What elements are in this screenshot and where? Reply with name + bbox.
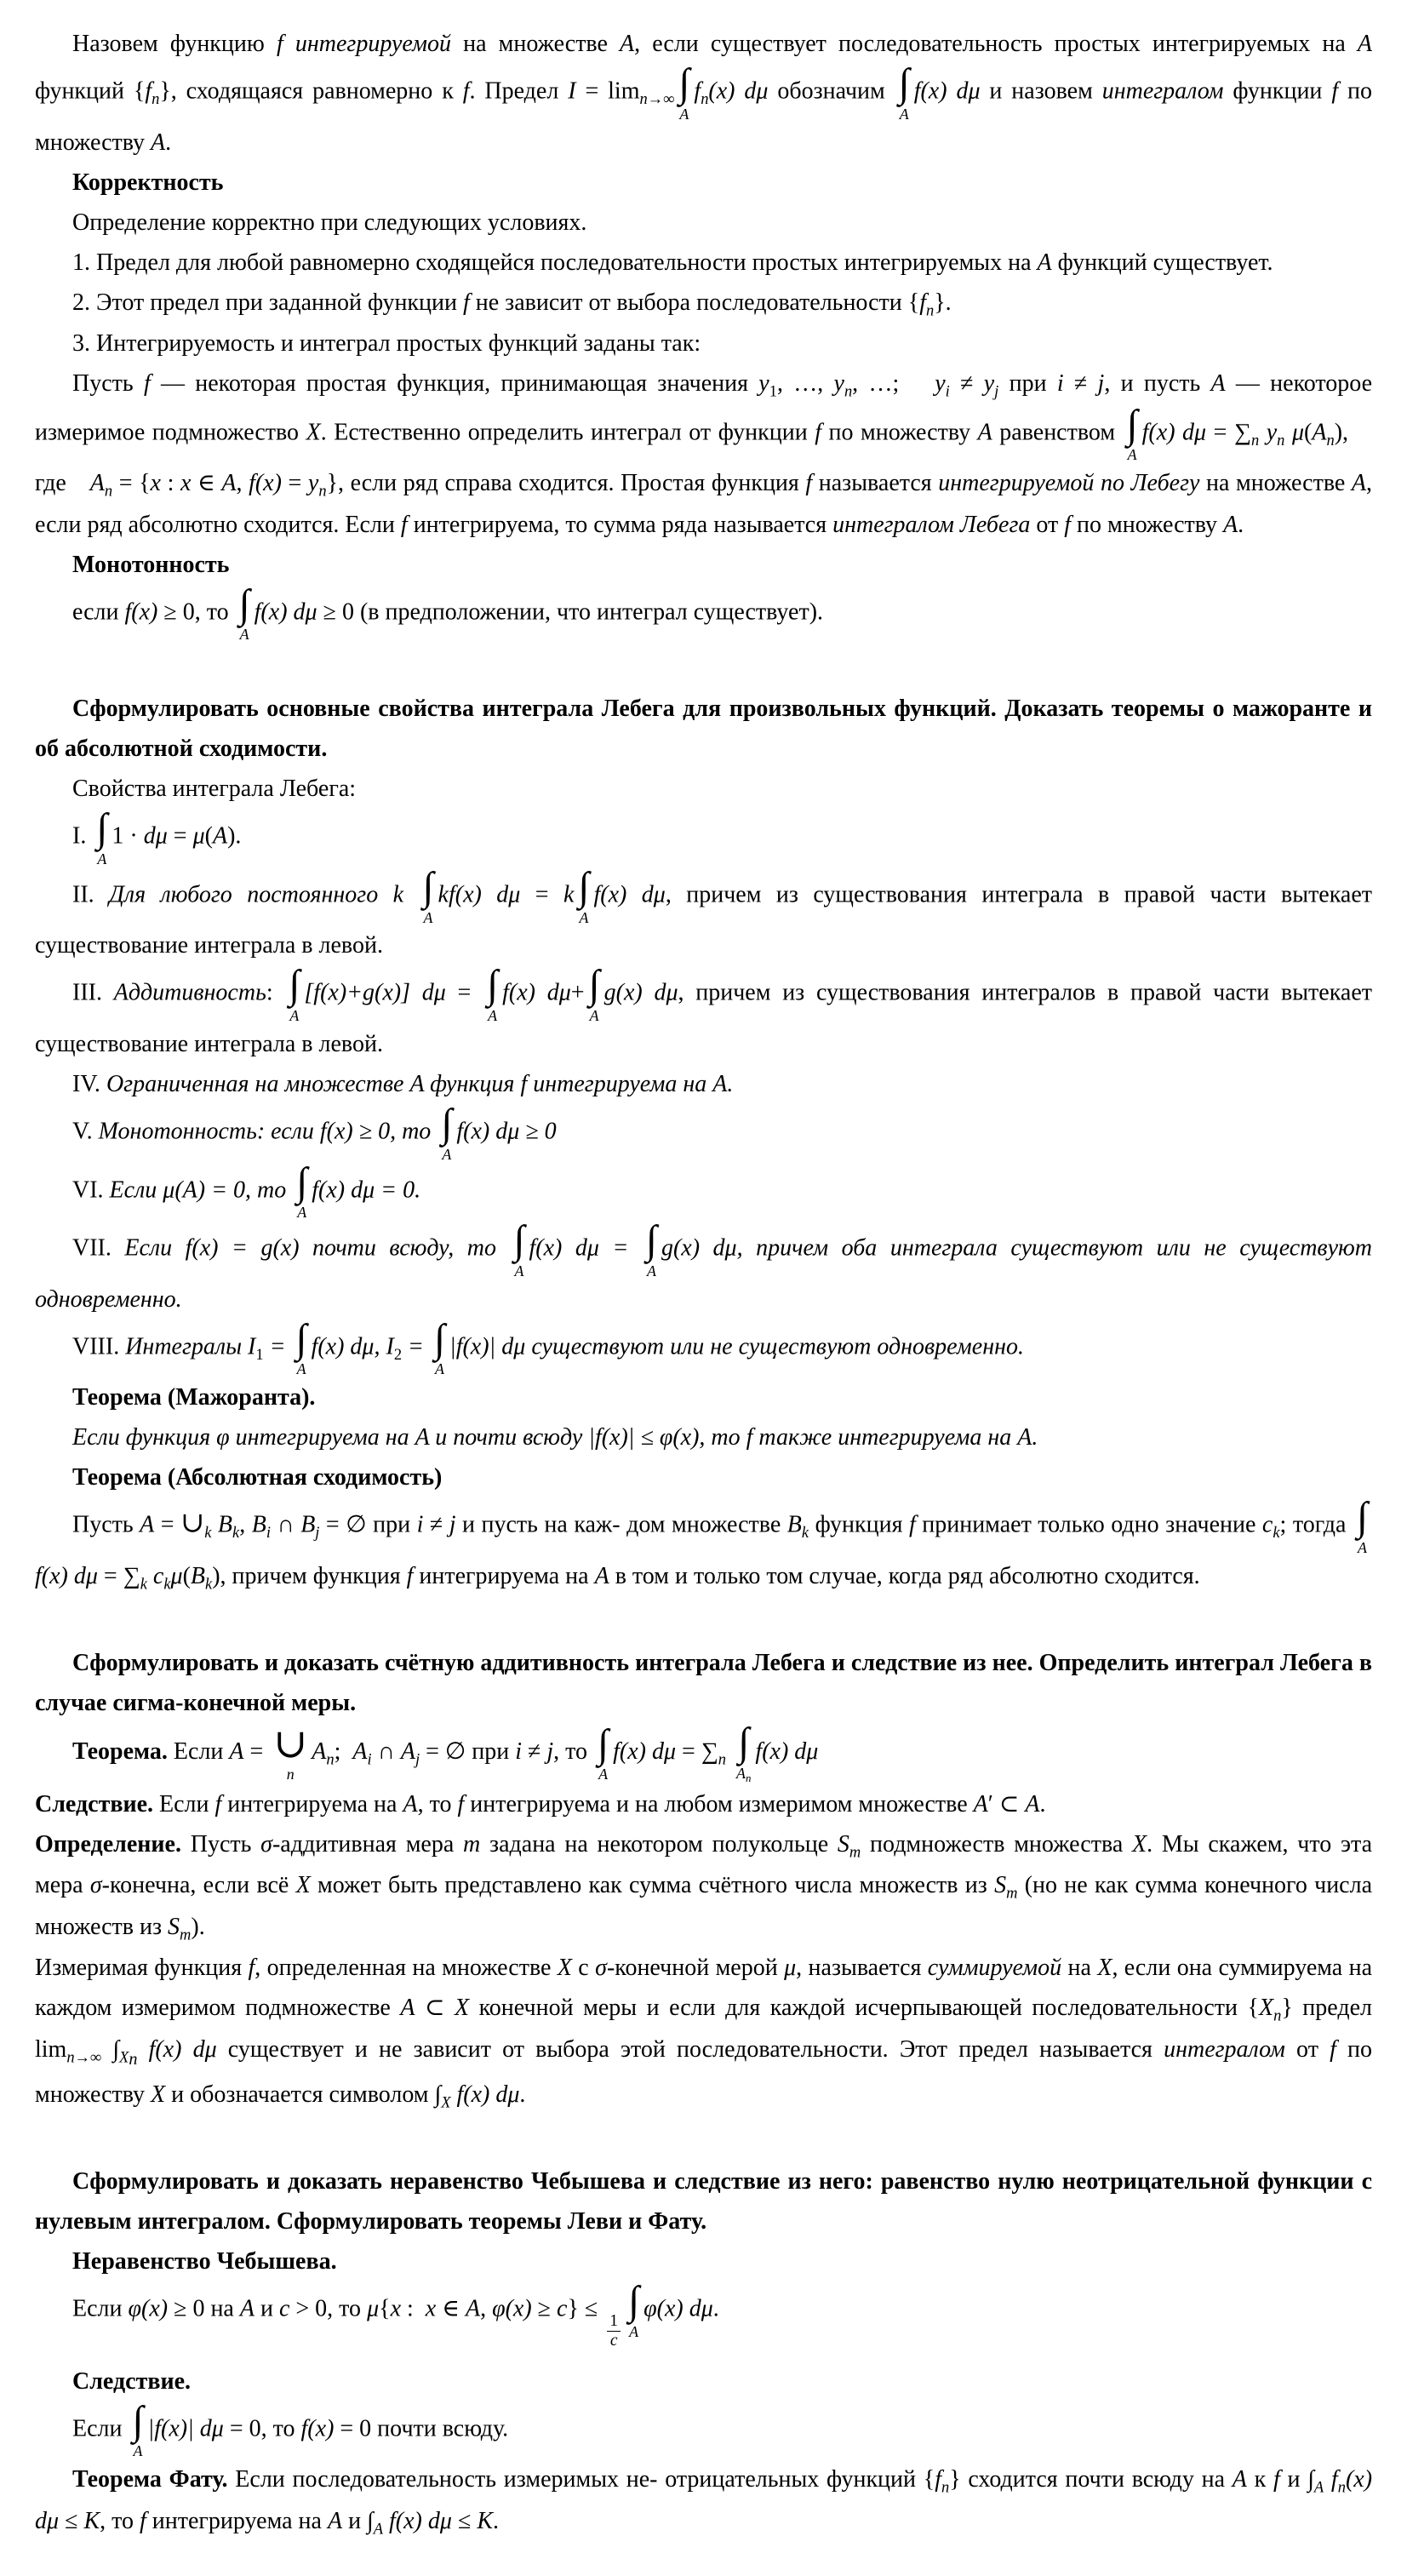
display-operator: ∫ A [238, 581, 250, 644]
display-operator: ∫ A [296, 1159, 308, 1222]
display-operator: ∫ A [96, 806, 108, 867]
display-operator: ∫ A [422, 864, 434, 926]
display-operator: ∫ A [433, 1316, 445, 1378]
display-operator: ∫ A [588, 963, 600, 1025]
heading-chebyshev: Неравенство Чебышева. [72, 2248, 337, 2275]
display-operator: ∫ A [513, 1218, 525, 1279]
para-condition-1: 1. Предел для любой равномерно сходящейся последовательности простых интегрируемых на A функций существует. [72, 249, 1273, 276]
para-monotonicity: если f(x) ≥ 0, то ∫ A f(x) dμ ≥ 0 (в предположении, что интеграл существует). [72, 581, 824, 644]
display-operator: ∫ A [1356, 1495, 1368, 1556]
para-properties-lead: Свойства интеграла Лебега: [72, 776, 357, 803]
heading-correctness: Корректность [72, 169, 224, 196]
para-correct-conditions: Определение корректно при следующих условиях. [72, 209, 587, 236]
heading-abs-convergence-theorem: Теорема (Абсолютная сходимость) [72, 1464, 443, 1491]
para-majorant-statement: Если функция φ интегрируема на A и почти всюду |f(x)| ≤ φ(x), то f также интегрируема на A. [72, 1424, 1038, 1451]
para-property-5: V. Монотонность: если f(x) ≥ 0, то ∫ A f(x) dμ ≥ 0 [72, 1102, 557, 1163]
para-property-6: VI. Если μ(A) = 0, то ∫ A f(x) dμ = 0. [72, 1159, 421, 1222]
display-operator: ∫ A [132, 2398, 144, 2460]
display-operator: ∫ A [898, 61, 910, 123]
para-condition-3: 3. Интегрируемость и интеграл простых функций заданы так: [72, 330, 701, 358]
display-operator: ∫ A [645, 1218, 657, 1279]
para-countable-additivity-theorem: Теорема. Если A = ∪ n $A_n$; $A_i$ ∩ $A_j$ = ∅ при i ≠ j, то ∫ A f(x) $d\mu = \sum_n$ ∫ $A_n$ f(x) dμ [72, 1720, 819, 1784]
display-operator: ∫ A [487, 963, 499, 1025]
fraction: $\frac{1}{c}$ [607, 2312, 621, 2351]
display-operator: ∫ A [1126, 402, 1138, 464]
para-task-properties: Сформулировать основные свойства интеграла Лебега для произвольных функций. Доказать теоремы о мажоранте и об абсолютной сходимости. [35, 696, 1372, 763]
display-operator: ∫ A [598, 1721, 609, 1783]
para-integrable-def: Назовем функцию f интегрируемой на множестве A, если существует последовательность простых интегрируемых на A функций $\{f_n\}$, сходящаяся равномерно к f. Предел $I = \lim_{n\to\infty}$ ∫ A $f_n(x)$ dμ обозначим ∫ A f(x) dμ и назовем интегралом функции f по множеству A. [35, 31, 1373, 156]
para-fatou-theorem: Теорема Фату. Если последовательность измеримых не- отрицательных функций $\{f_n\}$ сходится почти всюду на A к f и $\int_A$ $f_n(x) d\mu \le K$, то f интегрируема на A и $\int_A$ f(x) dμ ≤ K. [35, 2466, 1373, 2538]
para-definition-sigma-finite: Определение. Пусть σ-аддитивная мера m задана на некотором полукольце $S_m$ подмножеств множества X. Мы скажем, что эта мера σ-конечна, если всё X может быть представлено как сумма счётного числа множеств из $S_m$ (но не как сумма конечного числа множеств из $S_m$). [35, 1830, 1373, 1943]
heading-majorant-theorem: Теорема (Мажоранта). [72, 1384, 316, 1411]
para-property-3: III. Аддитивность: ∫ A [f(x)+g(x)] dμ = ∫ A f(x) dμ+ ∫ A g(x) dμ, причем из существования интегралов в правой части вытекает существование интеграла в левой. [35, 963, 1372, 1057]
display-operator: ∫ A [628, 2279, 640, 2340]
display-operator: ∫ A [289, 963, 300, 1025]
para-property-7: VII. Если f(x) = g(x) почти всюду, то ∫ A f(x) dμ = ∫ A g(x) dμ, причем оба интеграла существуют или не существуют одновременно. [35, 1218, 1372, 1313]
para-corollary-statement: Если ∫ A |f(x)| dμ = 0, то f(x) = 0 почти всюду. [72, 2398, 509, 2460]
para-summable-function: Измеримая функция f, определенная на множестве X с σ-конечной мерой μ, называется суммируемой на X, если она суммируема на каждом измеримом подмножестве A ⊂ X конечной меры и если для каждой исчерпывающей последовательности $\{X_n\}$ предел $\lim_{n\to\infty} \int_{Xn}$ f(x) dμ существует и не зависит от выбора этой последовательности. Этот предел называется интегралом от f по множеству X и обозначается символом $\int_X$ f(x) dμ. [35, 1955, 1373, 2111]
heading-corollary: Следствие. [72, 2367, 192, 2395]
para-simple-function: Пусть f — некоторая простая функция, принимающая значения $y_1$, …, $y_n$, …; $y_i \ne y_j$ при i ≠ j, и пусть A — некоторое измеримое подмножество X. Естественно определить интеграл от функции f по множеству A равенством ∫ A f(x) $d\mu = \sum_n$ $y_n$ $\mu(A_n)$, где $A_n = \{x$ : x ∈ A, $f(x) = y_n$}, если ряд справа сходится. Простая функция f называется интегрируемой по Лебегу на множестве A, если ряд абсолютно сходится. Если f интегрируема, то сумма ряда называется интегралом Лебега от f по множеству A. [35, 370, 1373, 538]
para-property-8: VIII. Интегралы $I_1$ = ∫ A f(x) dμ, $I_2$ = ∫ A |f(x)| dμ существуют или не существуют одновременно. [72, 1316, 1024, 1378]
display-operator: ∫ A [441, 1102, 453, 1163]
para-abs-convergence-statement: Пусть $A = \cup_k$ $B_k$, $B_i$ ∩ $B_j$ = ∅ при i ≠ j и пусть на каж- дом множестве $B_k$ функция f принимает только одно значение $c_k$; тогда ∫ A f(x) $d\mu = \sum_k$ $c_k\mu(B_k)$, причем функция f интегрируема на A в том и только том случае, когда ряд абсолютно сходится. [35, 1495, 1368, 1593]
display-operator: ∫ A [578, 864, 590, 926]
heading-monotonicity: Монотонность [72, 551, 230, 578]
para-property-1: I. ∫ A 1 · dμ = μ(A). [72, 806, 242, 867]
display-operator: ∫ A [295, 1316, 307, 1378]
display-operator: ∫ $A_n$ [736, 1720, 752, 1784]
para-property-2: II. Для любого постоянного k ∫ A kf(x) dμ = k ∫ A f(x) dμ, причем из существования интеграла в правой части вытекает существование интеграла в левой. [35, 864, 1373, 959]
para-task-chebyshev: Сформулировать и доказать неравенство Чебышева и следствие из него: равенство нулю неотрицательной функции с нулевым интегралом. Сформулировать теоремы Леви и Фату. [35, 2168, 1372, 2235]
para-corollary-subset: Следствие. Если f интегрируема на A, то f интегрируема и на любом измеримом множестве A′ ⊂ A. [35, 1790, 1046, 1818]
display-operator: ∪ n [273, 1721, 308, 1783]
para-task-countable-additivity: Сформулировать и доказать счётную аддитивность интеграла Лебега и следствие из нее. Определить интеграл Лебега в случае сигма-конечной меры. [35, 1650, 1372, 1717]
display-operator: ∫ A [678, 61, 690, 123]
para-condition-2: 2. Этот предел при заданной функции f не зависит от выбора последовательности $\{f_n\}$. [72, 289, 952, 319]
para-property-4: IV. Ограниченная на множестве A функция f интегрируема на A. [72, 1071, 734, 1097]
para-chebyshev-statement: Если φ(x) ≥ 0 на A и c > 0, то μ{x : x ∈ A, φ(x) ≥ c} ≤ $\frac{1}{c}$ ∫ A φ(x) dμ. [72, 2279, 719, 2350]
